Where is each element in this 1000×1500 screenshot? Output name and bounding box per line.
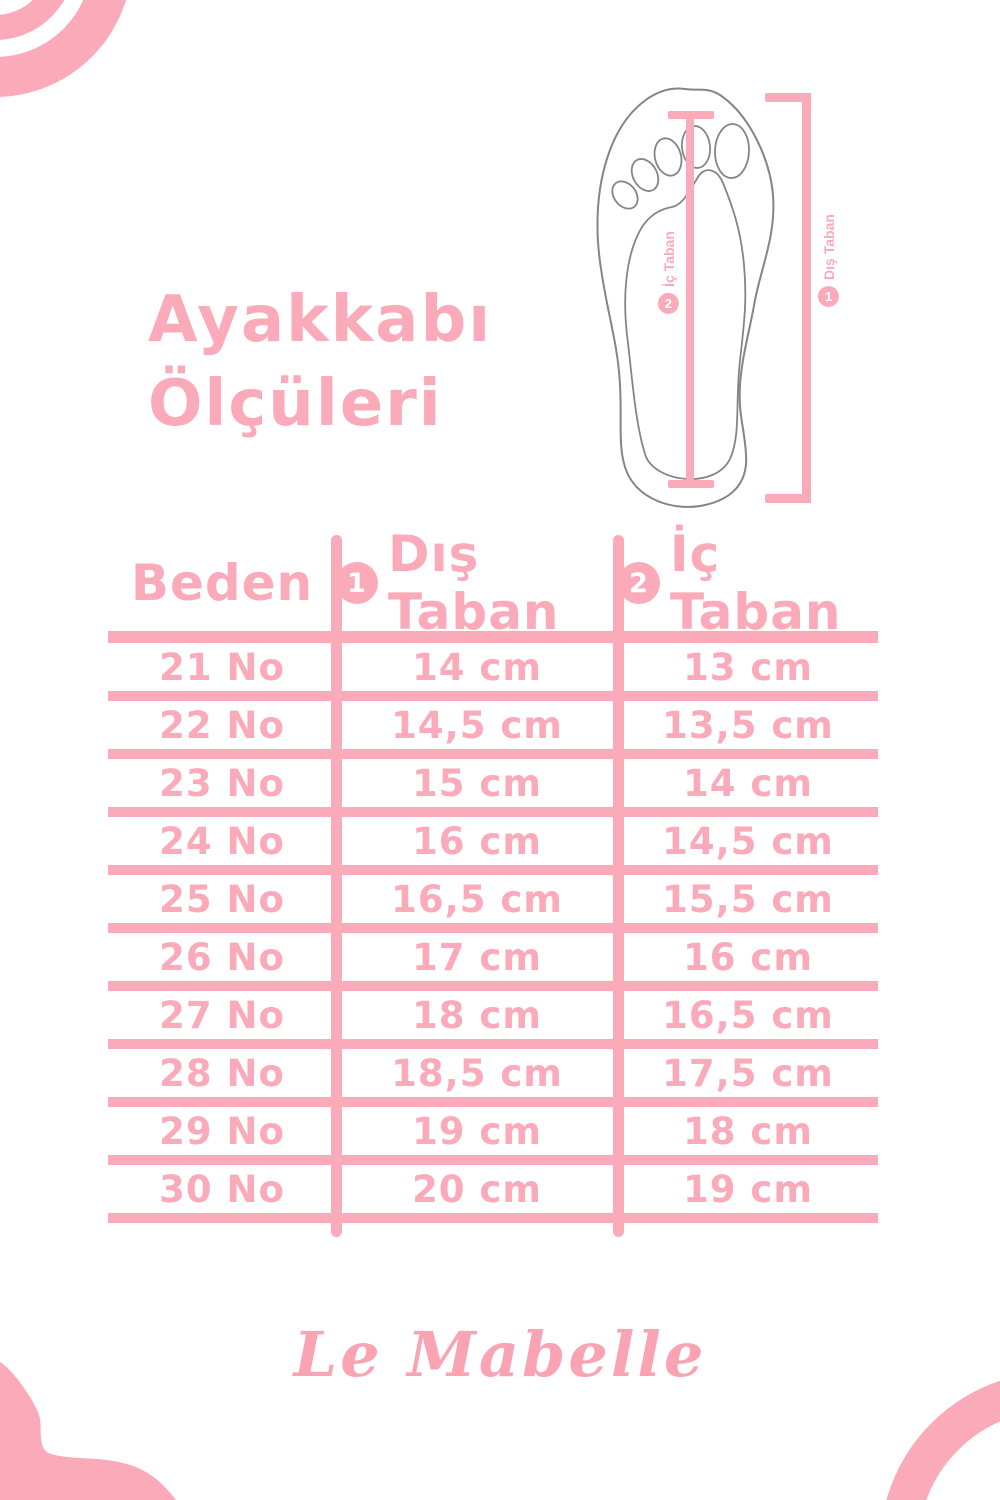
- inner-sole-label-text: İç Taban: [659, 230, 676, 287]
- size-cell: 28 No: [159, 1051, 285, 1095]
- foot-toes: [607, 123, 750, 213]
- size-cell: 21 No: [159, 645, 285, 689]
- size-cell: 29 No: [159, 1109, 285, 1153]
- table-row: [108, 1165, 878, 1223]
- outer-cell: 18,5 cm: [391, 1051, 563, 1095]
- size-cell: 26 No: [159, 935, 285, 979]
- table-row: [108, 1107, 878, 1165]
- inner-cell: 13 cm: [683, 645, 813, 689]
- header-outer-sole: [336, 525, 618, 641]
- inner-cell: 14 cm: [683, 761, 813, 805]
- foot-outer-outline: [597, 89, 773, 507]
- outer-cell: 14,5 cm: [391, 703, 563, 747]
- table-row: [108, 875, 878, 933]
- inner-cell: 17,5 cm: [662, 1051, 834, 1095]
- size-table: [108, 525, 878, 1223]
- table-row: [108, 817, 878, 875]
- inner-cell: 18 cm: [683, 1109, 813, 1153]
- inner-cell: 16,5 cm: [662, 993, 834, 1037]
- page-title-line2: Ölçüleri: [148, 367, 443, 441]
- header-inner-sole: [618, 525, 878, 641]
- table-row: [108, 701, 878, 759]
- inner-cell: 19 cm: [683, 1167, 813, 1211]
- table-row: [108, 759, 878, 817]
- table-row: [108, 1049, 878, 1107]
- size-cell: 22 No: [159, 703, 285, 747]
- decor-ring-bottom-right: [880, 1372, 1000, 1500]
- table-column-divider: [331, 535, 342, 1237]
- header-size-label: Beden: [130, 554, 314, 612]
- page-title-line1: Ayakkabı: [148, 283, 493, 357]
- brand-logo: Le Mabelle: [293, 1318, 707, 1391]
- outer-sole-measure-bracket: [765, 93, 811, 503]
- inner-cell: 14,5 cm: [662, 819, 834, 863]
- outer-cell: 17 cm: [412, 935, 542, 979]
- table-row: [108, 991, 878, 1049]
- outer-cell: 16,5 cm: [391, 877, 563, 921]
- inner-cell: 16 cm: [683, 935, 813, 979]
- size-cell: 30 No: [159, 1167, 285, 1211]
- inner-cell: 15,5 cm: [662, 877, 834, 921]
- number-2-badge: 2: [618, 562, 660, 604]
- header-inner-label: İç Taban: [670, 525, 842, 641]
- outer-sole-label-text: Dış Taban: [820, 213, 836, 280]
- header-outer-label: Dış Taban: [388, 525, 560, 641]
- outer-cell: 16 cm: [412, 819, 542, 863]
- outer-cell: 20 cm: [412, 1167, 542, 1211]
- foot-insole-outline: [625, 170, 745, 479]
- size-cell: 24 No: [159, 819, 285, 863]
- size-cell: 27 No: [159, 993, 285, 1037]
- number-2-badge: 2: [657, 292, 678, 313]
- number-1-badge: 1: [818, 285, 839, 306]
- number-1-badge: 1: [336, 562, 378, 604]
- inner-cell: 13,5 cm: [662, 703, 834, 747]
- table-row: [108, 643, 878, 701]
- table-row: [108, 933, 878, 991]
- foot-measurement-diagram: [580, 75, 890, 520]
- outer-cell: 14 cm: [412, 645, 542, 689]
- table-header-row: [108, 525, 878, 643]
- outer-cell: 18 cm: [412, 993, 542, 1037]
- header-size: [108, 535, 336, 631]
- size-cell: 25 No: [159, 877, 285, 921]
- inner-sole-measure-line: [668, 111, 714, 488]
- outer-cell: 15 cm: [412, 761, 542, 805]
- table-column-divider: [613, 535, 624, 1237]
- size-cell: 23 No: [159, 761, 285, 805]
- page-title: [148, 278, 492, 446]
- outer-cell: 19 cm: [412, 1109, 542, 1153]
